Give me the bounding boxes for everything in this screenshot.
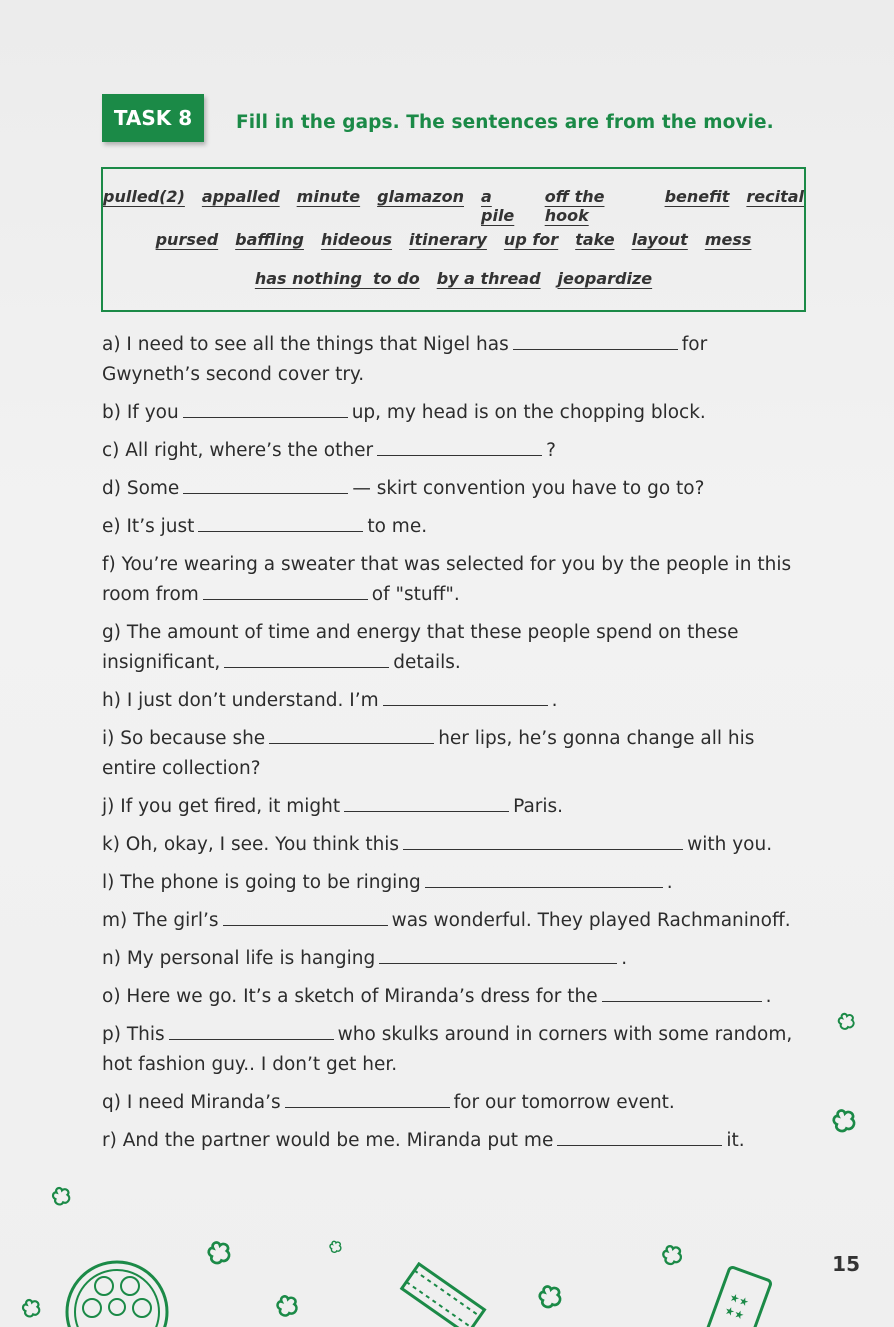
sentence-text: . — [621, 948, 628, 969]
sentence-text: j) If you get fired, it might — [102, 796, 341, 817]
word: up for — [503, 230, 559, 249]
answer-blank[interactable] — [377, 437, 542, 456]
word: appalled — [201, 187, 280, 206]
sentence-text: e) It’s just — [102, 516, 195, 537]
sentence-d — [102, 474, 802, 504]
answer-blank[interactable] — [269, 725, 434, 744]
sentence-text: o) Here we go. It’s a sketch of Miranda’s dress for the — [102, 986, 598, 1007]
word: take — [575, 230, 615, 249]
word: baffling — [235, 230, 304, 249]
word: glamazon — [377, 187, 464, 206]
sentence-text: for our tomorrow event. — [453, 1092, 675, 1113]
word: mess — [704, 230, 752, 249]
sentence-j — [102, 792, 802, 822]
sentence-text: to me. — [367, 516, 428, 537]
answer-blank[interactable] — [224, 649, 389, 668]
word: pulled(2) — [103, 187, 185, 206]
sentence-text: her lips, he’s gonna change all his entire collection? — [102, 728, 755, 779]
sentence-text: c) All right, where’s the other — [102, 440, 374, 461]
answer-blank[interactable] — [383, 687, 548, 706]
word: by a thread — [436, 269, 541, 288]
sentence-text: f) You’re wearing a sweater that was selected for you by the people in this room from — [102, 554, 792, 605]
answer-blank[interactable] — [344, 793, 509, 812]
word: itinerary — [409, 230, 487, 249]
sentence-o — [102, 982, 802, 1012]
sentence-text: . — [765, 986, 772, 1007]
sentence-text: m) The girl’s — [102, 910, 219, 931]
sentence-text: h) I just don’t understand. I’m — [102, 690, 379, 711]
word: benefit — [664, 187, 730, 206]
sentence-l — [102, 868, 802, 898]
sentence-text: Paris. — [513, 796, 564, 817]
popcorn-icon — [274, 1294, 302, 1322]
sentence-text: l) The phone is going to be ringing — [102, 872, 421, 893]
sentence-text: up, my head is on the chopping block. — [351, 402, 706, 423]
sentence-g — [102, 618, 802, 678]
answer-blank[interactable] — [513, 331, 678, 350]
answer-blank[interactable] — [285, 1089, 450, 1108]
sentence-text: b) If you — [102, 402, 179, 423]
answer-blank[interactable] — [198, 513, 363, 532]
sentence-text: i) So because she — [102, 728, 266, 749]
page-number: 15 — [832, 1252, 860, 1276]
word: layout — [631, 230, 688, 249]
popcorn-icon — [328, 1240, 344, 1256]
word: recital — [746, 187, 804, 206]
sentence-p — [102, 1020, 802, 1080]
sentence-text: p) This — [102, 1024, 165, 1045]
sentence-text: q) I need Miranda’s — [102, 1092, 281, 1113]
sentence-text: it. — [726, 1130, 745, 1151]
popcorn-icon — [836, 1012, 858, 1034]
popcorn-icon — [50, 1186, 74, 1210]
film-reel-icon — [62, 1252, 172, 1327]
sentence-list — [102, 330, 802, 1164]
word-bank-row-3 — [103, 269, 804, 288]
word: pursed — [155, 230, 219, 249]
sentence-b — [102, 398, 802, 428]
sentence-text: was wonderful. They played Rachmaninoff. — [391, 910, 791, 931]
sentence-k — [102, 830, 802, 860]
sentence-text: — skirt convention you have to go to? — [352, 478, 705, 499]
sentence-c — [102, 436, 802, 466]
popcorn-icon — [660, 1244, 686, 1270]
sentence-text: of "stuff". — [371, 584, 460, 605]
word: jeopardize — [557, 269, 653, 288]
word: hideous — [320, 230, 393, 249]
answer-blank[interactable] — [169, 1021, 334, 1040]
sentence-text: r) And the partner would be me. Miranda put me — [102, 1130, 554, 1151]
word: off the hook — [544, 187, 605, 225]
answer-blank[interactable] — [379, 945, 617, 964]
word: a pile — [481, 187, 515, 225]
sentence-text: . — [551, 690, 558, 711]
sentence-i — [102, 724, 802, 784]
sentence-a — [102, 330, 802, 390]
popcorn-icon — [830, 1108, 860, 1138]
answer-blank[interactable] — [203, 581, 368, 600]
ticket-icon — [700, 1264, 780, 1327]
sentence-e — [102, 512, 802, 542]
sentence-text: for Gwyneth’s second cover try. — [102, 334, 708, 385]
answer-blank[interactable] — [183, 475, 348, 494]
task-instruction: Fill in the gaps. The sentences are from the movie. — [236, 112, 774, 133]
film-strip-icon — [380, 1262, 490, 1327]
answer-blank[interactable] — [425, 869, 663, 888]
popcorn-icon — [536, 1284, 566, 1314]
sentence-text: d) Some — [102, 478, 180, 499]
svg-text:★★: ★★ — [722, 1303, 746, 1323]
sentence-f — [102, 550, 802, 610]
popcorn-icon — [205, 1240, 235, 1270]
answer-blank[interactable] — [403, 831, 683, 850]
sentence-text: details. — [393, 652, 461, 673]
sentence-m — [102, 906, 802, 936]
sentence-text: who skulks around in corners with some random, hot fashion guy.. I don’t get her. — [102, 1024, 793, 1075]
sentence-text: k) Oh, okay, I see. You think this — [102, 834, 400, 855]
sentence-text: n) My personal life is hanging — [102, 948, 376, 969]
sentence-text: a) I need to see all the things that Nigel has — [102, 334, 509, 355]
sentence-n — [102, 944, 802, 974]
answer-blank[interactable] — [602, 983, 762, 1002]
sentence-q — [102, 1088, 802, 1118]
word: has nothing to do — [254, 269, 420, 288]
sentence-h — [102, 686, 802, 716]
sentence-text: . — [666, 872, 673, 893]
answer-blank[interactable] — [183, 399, 348, 418]
sentence-r — [102, 1126, 802, 1156]
popcorn-icon — [20, 1298, 44, 1322]
sentence-text: ? — [546, 440, 556, 461]
sentence-text: g) The amount of time and energy that these people spend on these insignificant, — [102, 622, 739, 673]
svg-text:★★: ★★ — [727, 1290, 751, 1310]
answer-blank[interactable] — [223, 907, 388, 926]
word-bank-row-2 — [103, 230, 804, 249]
answer-blank[interactable] — [557, 1127, 722, 1146]
sentence-text: with you. — [687, 834, 773, 855]
task-badge: TASK 8 — [102, 94, 204, 142]
word: minute — [296, 187, 361, 206]
word-bank — [101, 167, 806, 312]
word-bank-row-1 — [103, 187, 804, 225]
